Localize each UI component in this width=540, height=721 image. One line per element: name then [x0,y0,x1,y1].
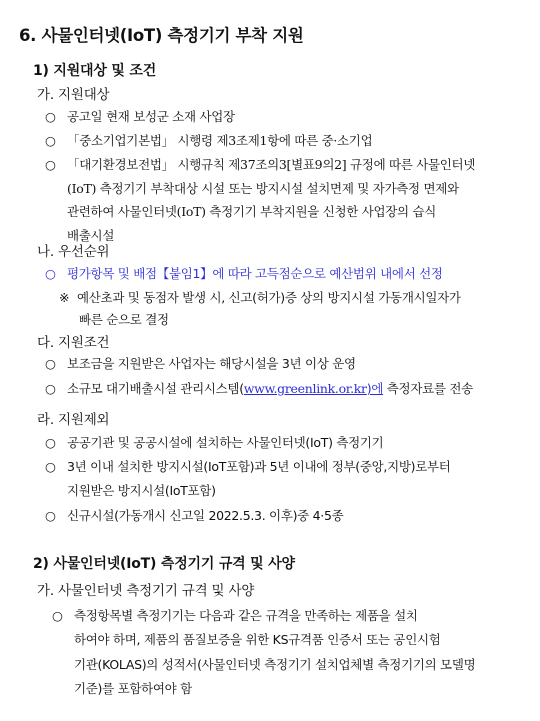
exclusions-heading: 라. 지원제외 [37,412,110,428]
priority-note-line-2: 빠른 순으로 결정 [79,312,169,327]
bullet-icon: ○ [45,435,56,450]
bullet-icon: ○ [45,508,56,523]
page-title: 6. 사물인터넷(IoT) 측정기기 부착 지원 [19,26,304,45]
target-item-2: ○ 「중소기업기본법」 시행령 제3조제1항에 따른 중·소기업 [45,133,373,148]
spec-item-line-4: 기준)를 포함하여야 함 [74,681,192,696]
spec-item-line-2: 하여야 하며, 제품의 품질보증을 위한 KS규격품 인증서 또는 공인시험 [74,632,441,647]
bullet-icon: ○ [45,133,56,148]
conditions-item-1: ○ 보조금을 지원받은 사업자는 해당시설을 3년 이상 운영 [45,356,356,371]
conditions-heading: 다. 지원조건 [37,335,110,351]
target-item-3-line-2: (IoT) 측정기기 부착대상 시설 또는 방지시설 설치면제 및 자가측정 면제와 [67,181,459,196]
spec-item-line-3: 기관(KOLAS)의 성적서(사물인터넷 측정기기 설치업체별 측정기기의 모델명 [74,657,476,672]
conditions-item-2: ○ 소규모 대기배출시설 관리시스템(www.greenlink.or.kr)에 측정자료를 전송 [45,381,473,396]
target-item-3-line-4: 배출시설 [67,228,115,243]
section1-heading: 1) 지원대상 및 조건 [33,63,157,79]
exclusions-item-1: ○ 공공기관 및 공공시설에 설치하는 사물인터넷(IoT) 측정기기 [45,435,384,450]
target-item-3-line-3: 관련하여 사물인터넷(IoT) 측정기기 부착지원을 신청한 사업장의 습식 [67,204,437,219]
priority-item: ○ 평가항목 및 배점【붙임1】에 따라 고득점순으로 예산범위 내에서 선정 [45,266,443,281]
spec-item: ○ 측정항목별 측정기기는 다음과 같은 규격을 만족하는 제품을 설치 [52,608,418,623]
bullet-icon: ○ [45,157,56,172]
bullet-icon: ○ [52,608,63,623]
bullet-icon: ○ [45,356,56,371]
exclusions-item-3: ○ 신규시설(가동개시 신고일 2022.5.3. 이후)중 4·5종 [45,508,344,523]
bullet-icon: ○ [45,459,56,474]
exclusions-item-2: ○ 3년 이내 설치한 방지시설(IoT포함)과 5년 이내에 정부(중앙,지방)로부터 [45,459,451,474]
spec-heading: 가. 사물인터넷 측정기기 규격 및 사양 [37,583,255,599]
target-item-1: ○ 공고일 현재 보성군 소재 사업장 [45,109,235,124]
greenlink-link-close[interactable]: )에 [366,381,384,396]
target-heading: 가. 지원대상 [37,87,110,103]
bullet-icon: ○ [45,266,56,281]
priority-note: ※ 예산초과 및 동점자 발생 시, 신고(허가)증 상의 방지시설 가동개시일자가 [59,290,461,305]
section2-heading: 2) 사물인터넷(IoT) 측정기기 규격 및 사양 [33,556,295,572]
target-item-3: ○ 「대기환경보전법」 시행규칙 제37조의3[별표9의2] 규정에 따른 사물인터넷 [45,157,476,172]
greenlink-link[interactable]: www.greenlink.or.kr [243,381,367,396]
note-icon: ※ [59,290,70,305]
exclusions-item-2-line-2: 지원받은 방지시설(IoT포함) [67,483,216,498]
bullet-icon: ○ [45,381,56,396]
priority-heading: 나. 우선순위 [37,244,110,260]
bullet-icon: ○ [45,109,56,124]
